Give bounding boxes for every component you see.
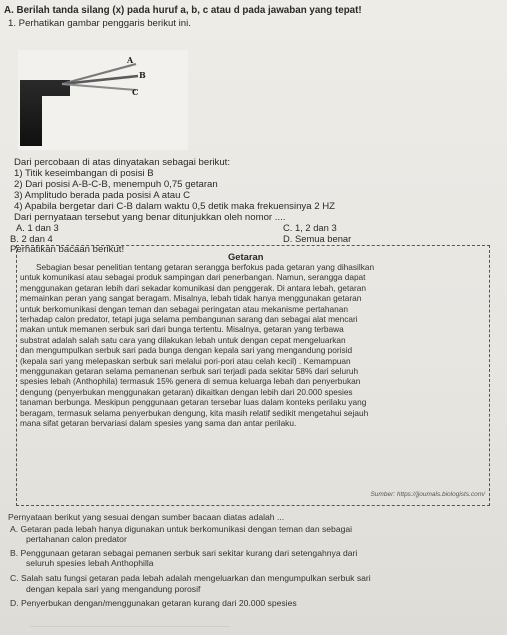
passage-line: untuk komunikasi atau sebagai produk sampingan dari penerbangan. Namun, serangga dapat <box>20 272 366 283</box>
q1-option-a[interactable]: A. 1 dan 3 <box>16 222 59 233</box>
label-c: C <box>132 87 139 97</box>
passage-line: tanaman berbunga. Meskipun penggunaan getaran tersebar luas dalam konteks perilaku yang <box>20 397 367 408</box>
passage-line: beragam, termasuk selama penyerbukan dengung, kita masih relatif sedikit mengetahui sejauh <box>20 407 369 418</box>
q2-option-c-cont: dengan kepala sari yang mengandung porosif <box>26 584 201 594</box>
q1-option-d[interactable]: D. Semua benar <box>283 233 352 244</box>
reading-intro: Perhatikan bacaan berikut! <box>10 244 125 255</box>
passage-line: makan untuk memanen serbuk sari dari bunga tertentu. Misalnya, getaran yang terbawa <box>20 324 344 335</box>
q1-option-c[interactable]: C. 1, 2 dan 3 <box>283 222 337 233</box>
passage-line: Sebagian besar penelitian tentang getaran serangga berfokus pada getaran yang dihasilkan <box>36 262 375 272</box>
label-b: B <box>139 70 146 80</box>
label-a: A <box>127 55 134 65</box>
q1-statement-1: 1) Titik keseimbangan di posisi B <box>14 168 154 179</box>
passage-line: untuk berkomunikasi dengan teman dan sebagai peringatan atau mekanisme pertahanan <box>20 303 348 314</box>
q1-statement-2: 2) Dari posisi A-B-C-B, menempuh 0,75 getaran <box>14 179 218 190</box>
passage-line: dengung (penyerbukan menggunakan getaran) dikaitkan dengan lebih dari 20.000 spesies <box>20 386 353 397</box>
q1-option-b[interactable]: B. 2 dan 4 <box>10 233 53 244</box>
q1-lead: Dari percobaan di atas dinyatakan sebagai berikut: <box>14 157 230 168</box>
passage-line: dan mengumpulkan serbuk sari pada bunga dengan kepala sari yang mengandung porisid <box>20 345 353 356</box>
reading-source: Sumber: https://jjoumals.biologists.com/ <box>370 491 485 498</box>
passage-line: substrat adalah salah satu cara yang dilakukan lebah untuk dengan cepat mengeluarkan <box>20 334 346 345</box>
passage-line: memainkan peran yang sangat beragam. Misalnya, lebah tidak hanya menggunakan getaran <box>20 293 362 304</box>
passage-line: mana sifat getaran bervariasi dalam spesies yang sama dan antar perilaku. <box>20 418 297 429</box>
ruler-figure <box>18 50 188 150</box>
page-bottom-line <box>30 626 230 627</box>
section-a-heading: A. Berilah tanda silang (x) pada huruf a, b, c atau d pada jawaban yang tepat! <box>4 5 362 16</box>
passage-line: menggunakan getaran lebih dari sekadar komunikasi dan penggerak. Di antara lebah, getaran <box>20 282 366 293</box>
reading-passage <box>20 262 486 429</box>
q2-question: Pernyataan berikut yang sesuai dengan sumber bacaan diatas adalah ... <box>8 512 285 522</box>
q2-option-c[interactable]: C. Salah satu fungsi getaran pada lebah adalah mengeluarkan dan mengumpulkan serbuk sari <box>10 573 371 583</box>
q2-option-b[interactable]: B. Penggunaan getaran sebagai pemanen serbuk sari sekitar kurang dari setengahnya dari <box>10 548 358 558</box>
passage-line: (kepala sari yang melepaskan serbuk sari melalui pori-pori atau celah kecil) . Kemampuan <box>20 355 351 366</box>
q1-statement-3: 3) Amplitudo berada pada posisi A atau C <box>14 190 191 201</box>
reading-title: Getaran <box>228 251 264 262</box>
passage-line: spesies lebah (Anthophila) termasuk 15% genera di semua keluarga lebah dan penyerbukan <box>20 376 361 387</box>
passage-line: terhadap calon predator, tetapi juga selama pembangunan sarang dan sebagai alat mencari <box>20 314 358 325</box>
passage-line: menggunakan getaran selama pemanenan serbuk sari terjadi pada sekitar 58% dari seluruh <box>20 366 359 377</box>
q1-statement-4: 4) Apabila bergetar dari C-B dalam waktu 0,5 detik maka frekuensinya 2 HZ <box>14 201 336 212</box>
q2-option-a-cont: pertahanan calon predator <box>26 534 127 544</box>
q2-option-b-cont: seluruh spesies lebah Anthophilla <box>26 558 154 568</box>
q2-option-a[interactable]: A. Getaran pada lebah hanya digunakan untuk berkomunikasi dengan teman dan sebagai <box>10 524 353 534</box>
q2-option-d[interactable]: D. Penyerbukan dengan/menggunakan getaran kurang dari 20.000 spesies <box>10 598 297 608</box>
question-1-intro: 1. Perhatikan gambar penggaris berikut ini. <box>8 18 191 29</box>
q1-question: Dari pernyataan tersebut yang benar ditunjukkan oleh nomor .... <box>14 212 286 223</box>
